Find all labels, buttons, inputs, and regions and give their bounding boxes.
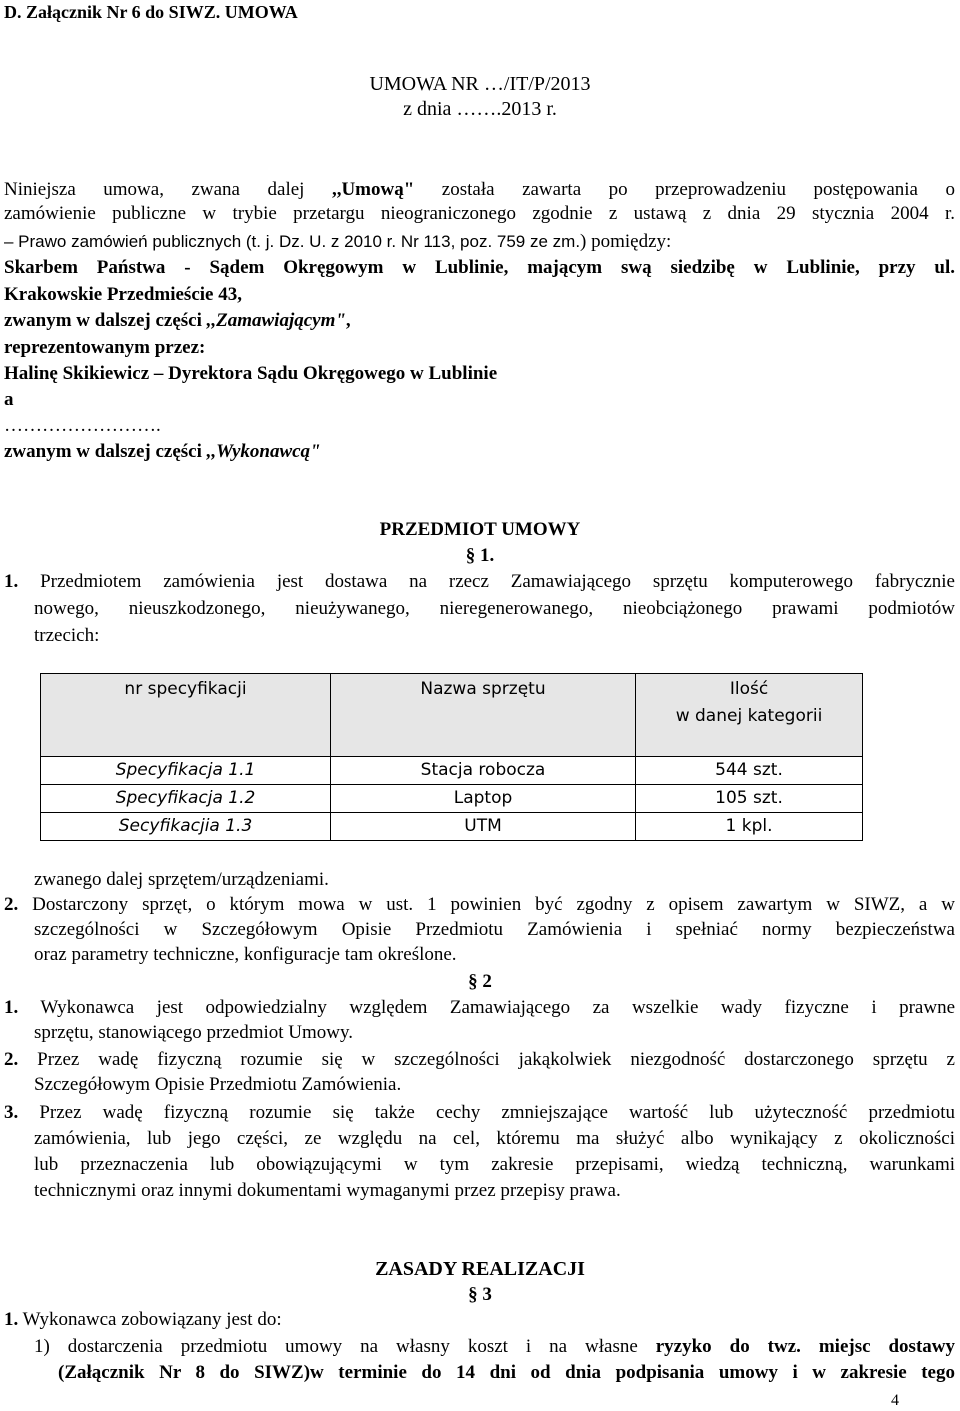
cell-spec: Secyfikacjia 1.3 xyxy=(41,813,331,841)
cell-spec: Specyfikacja 1.1 xyxy=(41,757,331,785)
table-row xyxy=(41,757,863,785)
sec2-item-3-line-3: lub przeznaczenia lub obowiązującymi w tym zakresie przepisami, wiedzą techniczną, warunkami xyxy=(34,1154,955,1175)
cell-spec: Specyfikacja 1.2 xyxy=(41,785,331,813)
sec2-item-1-line-2: sprzętu, stanowiącego przedmiot Umowy. xyxy=(34,1022,354,1043)
cell-name: Laptop xyxy=(331,785,636,813)
para-2-line-1: 2. Dostarczony sprzęt, o którym mowa w ust. 1 powinien być zgodny z opisem zawartym w SIWZ, a w xyxy=(4,894,955,915)
cell-qty: 105 szt. xyxy=(636,785,863,813)
party-1-line-1: Skarbem Państwa - Sądem Okręgowym w Lublinie, mającym swą siedzibę w Lublinie, przy ul. xyxy=(4,257,955,278)
sec2-item-1-line-1: 1. Wykonawca jest odpowiedzialny względem Zamawiającego za wszelkie wady fizyczne i prawne xyxy=(4,997,955,1018)
represented-by-label: reprezentowanym przez: xyxy=(4,337,206,358)
intro-line-1: Niniejsza umowa, zwana dalej ,,Umową" została zawarta po przeprowadzeniu postępowania o xyxy=(4,179,955,200)
table-row xyxy=(41,813,863,841)
sec2-item-2-line-1: 2. Przez wadę fizyczną rozumie się w szczególności jakąkolwiek niezgodność dostarczonego sprzętu z xyxy=(4,1049,955,1070)
subject-heading: PRZEDMIOT UMOWY xyxy=(379,519,581,540)
party-1-address: Krakowskie Przedmieście 43, xyxy=(4,284,242,305)
and-connector: a xyxy=(4,389,14,410)
equipment-table xyxy=(40,673,863,841)
sec3-subitem-1-line-1: 1) dostarczenia przedmiotu umowy na własny koszt i na własne ryzyko do twz. miejsc dostawy xyxy=(34,1336,956,1357)
section-2-marker: § 2 xyxy=(468,971,492,992)
section-1-marker: § 1. xyxy=(465,545,495,566)
intro-line-3: – Prawo zamówień publicznych (t. j. Dz. U. z 2010 r. Nr 113, poz. 759 ze zm.) pomiędzy: xyxy=(4,231,672,252)
col-header-spec: nr specyfikacji xyxy=(41,674,331,757)
sec2-item-3-line-1: 3. Przez wadę fizyczną rozumie się także cechy zmniejszające wartość lub użyteczność przedmiotu xyxy=(4,1102,955,1123)
sec3-subitem-1-line-2: (Załącznik Nr 8 do SIWZ)w terminie do 14 dni od dnia podpisania umowy i w zakresie tego xyxy=(58,1362,955,1383)
party-2-alias: zwanym w dalszej części ,,Wykonawcą" xyxy=(4,441,321,462)
after-table-note: zwanego dalej sprzętem/urządzeniami. xyxy=(34,869,329,890)
page-number: 4 xyxy=(891,1392,899,1409)
sec2-item-3-line-2: zamówienia, lub jego części, ze względu na cel, któremu ma służyć albo wynikający z okoliczności xyxy=(34,1128,955,1149)
contractor-placeholder: ……………………. xyxy=(4,415,161,436)
section-3-marker: § 3 xyxy=(468,1284,492,1305)
contract-title: UMOWA NR …/IT/P/2013 xyxy=(369,73,591,95)
para-2-line-3: oraz parametry techniczne, konfiguracje tam określone. xyxy=(34,944,457,965)
subject-para-line-3: trzecich: xyxy=(34,625,100,646)
annex-label: D. Załącznik Nr 6 do SIWZ. UMOWA xyxy=(4,2,298,22)
para-2-line-2: szczególności w Szczegółowym Opisie Przedmiotu Zamówienia i spełniać normy bezpieczeństwa xyxy=(34,919,955,940)
realization-heading: ZASADY REALIZACJI xyxy=(375,1258,585,1280)
sec3-item-1: 1. Wykonawca zobowiązany jest do: xyxy=(4,1309,282,1330)
table-header-row xyxy=(41,674,863,757)
cell-qty: 544 szt. xyxy=(636,757,863,785)
sec2-item-2-line-2: Szczegółowym Opisie Przedmiotu Zamówienia. xyxy=(34,1074,402,1095)
col-header-name: Nazwa sprzętu xyxy=(331,674,636,757)
subject-para-line-1: 1. Przedmiotem zamówienia jest dostawa na rzecz Zamawiającego sprzętu komputerowego fabrycznie xyxy=(4,571,955,592)
subject-para-line-2: nowego, nieuszkodzonego, nieużywanego, nieregenerowanego, nieobciążonego prawami podmiotów xyxy=(34,598,955,619)
representative: Halinę Skikiewicz – Dyrektora Sądu Okręgowego w Lublinie xyxy=(4,363,498,384)
contract-date: z dnia …….2013 r. xyxy=(403,98,557,120)
intro-line-2: zamówienie publiczne w trybie przetargu nieograniczonego zgodnie z ustawą z dnia 29 stycznia 2004 r. xyxy=(4,203,955,224)
table-row xyxy=(41,785,863,813)
cell-name: Stacja robocza xyxy=(331,757,636,785)
col-header-qty: Ilość w danej kategorii xyxy=(636,674,863,757)
party-1-alias: zwanym w dalszej części ,,Zamawiającym", xyxy=(4,310,351,331)
sec2-item-3-line-4: technicznymi oraz innymi dokumentami wymaganymi przez przepisy prawa. xyxy=(34,1180,621,1201)
cell-qty: 1 kpl. xyxy=(636,813,863,841)
cell-name: UTM xyxy=(331,813,636,841)
